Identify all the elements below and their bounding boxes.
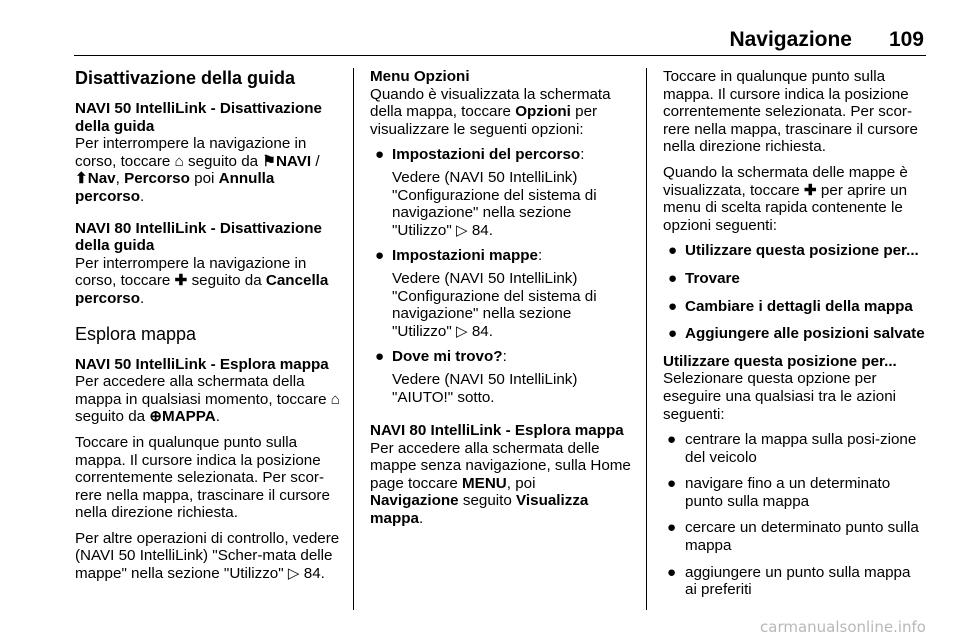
header-rule — [74, 55, 926, 56]
paragraph: Per accedere alla schermata delle mappe senza navigazione, sulla Home page toccare MENU, poi Navigazione seguito Visualizza mappa. — [370, 439, 631, 528]
bullet-icon: ● — [668, 242, 678, 260]
section-navi50-explore — [75, 356, 347, 583]
list-item: ● Utilizzare questa posizione per... — [668, 242, 919, 260]
flag-icon: ⚑ — [262, 152, 276, 170]
paragraph: Toccare in qualunque punto sulla mappa. Il cursore indica la posizione correntemente selezionata. Per scor-rere nella mappa, trascinare il cursore nella direzione richiesta. — [75, 433, 330, 522]
page-title: Navigazione — [729, 28, 852, 51]
subsection-title: NAVI 80 IntelliLink - Disattivazione della guida — [75, 219, 322, 255]
paragraph: Per accedere alla schermata della mappa in qualsiasi momento, toccare ⌂ seguito da ⊕MAPPA. — [75, 373, 340, 426]
section-navi80-disable — [75, 220, 347, 308]
list-item: ● Aggiungere alle posizioni salvate — [668, 325, 925, 343]
map-compass-icon: ⊕ — [149, 408, 163, 426]
column-divider — [646, 68, 647, 610]
paragraph: Quando la schermata delle mappe è visualizzata, toccare ✚ per aprire un menu di scelta rapida contenente le opzioni seguenti: — [663, 163, 908, 234]
bullet-icon: ● — [667, 563, 677, 581]
paragraph: Per altre operazioni di controllo, vedere (NAVI 50 IntelliLink) "Scher-mata delle mappe" nella sezione "Utilizzo" ▷ 84. — [75, 529, 340, 583]
page-ref-icon: ▷ — [287, 565, 300, 583]
bullet-icon: ● — [668, 325, 678, 343]
bullet-icon: ● — [375, 247, 385, 265]
column-3 — [663, 68, 925, 608]
actions-list — [663, 431, 925, 599]
list-item: ● centrare la mappa sulla posi-zione del veicolo — [667, 431, 917, 466]
context-menu-options — [663, 242, 925, 342]
list-item: ● Impostazioni del percorso: Vedere (NAVI 50 IntelliLink) "Configurazione del sistema di navigazione" nella sezione "Utilizzo" ▷ 84. — [375, 146, 597, 239]
subsection-title: NAVI 50 IntelliLink - Esplora mappa — [75, 355, 329, 373]
section-heading: Disattivazione della guida — [75, 68, 296, 88]
page-header — [74, 28, 926, 52]
bullet-icon: ● — [375, 348, 385, 366]
watermark: carmanualsonline.info — [760, 618, 926, 636]
subsection-title: Utilizzare questa posizione per... — [663, 352, 897, 370]
list-item: ● Cambiare i dettagli della mappa — [668, 297, 913, 315]
page-number: 109 — [888, 28, 924, 51]
paragraph: Per interrompere la navigazione in corso, toccare ✚ seguito da Cancella percorso. — [75, 254, 329, 307]
section-heading: Esplora mappa — [75, 323, 197, 344]
section-navi50-disable — [75, 100, 347, 206]
paragraph: Per interrompere la navigazione in corso, toccare ⌂ seguito da ⚑NAVI / ⬆Nav, Percorso poi Annulla percorso. — [75, 135, 320, 205]
plus-icon: ✚ — [174, 272, 188, 290]
page-ref-icon: ▷ — [455, 221, 468, 239]
column-1 — [75, 68, 347, 591]
plus-icon: ✚ — [803, 181, 817, 199]
bullet-icon: ● — [375, 146, 385, 164]
navigation-arrow-icon: ⬆ — [75, 170, 88, 188]
list-item: ● cercare un determinato punto sulla mappa — [667, 519, 919, 555]
column-2 — [370, 68, 632, 536]
bullet-icon: ● — [667, 475, 677, 493]
page-ref-icon: ▷ — [455, 322, 468, 340]
paragraph: Toccare in qualunque punto sulla mappa. Il cursore indica la posizione correntemente selezionata. Per scor-rere nella mappa, trascinare il cursore nella direzione richiesta. — [663, 68, 918, 156]
bullet-icon: ● — [668, 269, 678, 287]
home-icon: ⌂ — [330, 390, 340, 408]
bullet-icon: ● — [667, 431, 677, 449]
list-item: ● Dove mi trovo?: Vedere (NAVI 50 IntelliLink) "AIUTO!" sotto. — [375, 348, 578, 406]
subsection-title: Menu Opzioni — [370, 68, 470, 85]
subsection-title: NAVI 80 IntelliLink - Esplora mappa — [370, 422, 624, 440]
subsection-title: NAVI 50 IntelliLink - Disattivazione della guida — [75, 100, 322, 135]
list-item: ● Trovare — [668, 269, 740, 287]
list-item: ● aggiungere un punto sulla mappa ai preferiti — [667, 563, 911, 599]
paragraph: Selezionare questa opzione per eseguire una qualsiasi tra le azioni seguenti: — [663, 370, 897, 423]
column-divider — [353, 68, 354, 610]
list-item: ● Impostazioni mappe: Vedere (NAVI 50 IntelliLink) "Configurazione del sistema di navigazione" nella sezione "Utilizzo" ▷ 84. — [375, 247, 597, 340]
options-list — [370, 146, 632, 406]
bullet-icon: ● — [668, 297, 678, 315]
home-icon: ⌂ — [174, 152, 184, 170]
paragraph: Quando è visualizzata la schermata della mappa, toccare Opzioni per visualizzare le seguenti opzioni: — [370, 85, 611, 138]
list-item: ● navigare fino a un determinato punto sulla mappa — [667, 475, 891, 510]
bullet-icon: ● — [667, 519, 677, 537]
